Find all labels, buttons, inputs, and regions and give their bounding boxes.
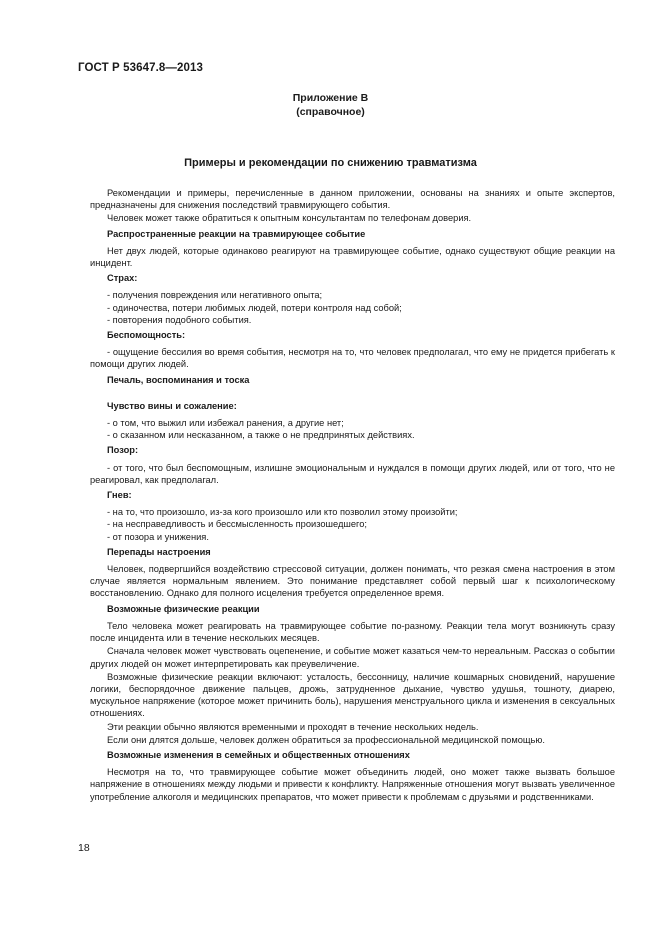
paragraph-helplessness: - ощущение бессилия во время события, несмотря на то, что человек предполагал, что ему не придется прибегать к помощи других людей. xyxy=(90,347,615,370)
heading-physical-reactions: Возможные физические реакции xyxy=(107,603,260,614)
annex-heading xyxy=(0,91,661,119)
page-number: 18 xyxy=(78,842,90,854)
heading-sadness: Печаль, воспоминания и тоска xyxy=(107,374,250,385)
list-item: - от позора и унижения. xyxy=(107,531,209,542)
paragraph-shame: - от того, что был беспомощным, излишне эмоциональным и нуждался в помощи других людей, или от того, что не реагировал, как предполагал. xyxy=(90,462,615,485)
paragraph-physical-1: Тело человека может реагировать на травмирующее событие по-разному. Реакции тела могут возникнуть сразу после инцидента или в течение нескольких месяцев. xyxy=(90,620,615,644)
heading-shame: Позор: xyxy=(107,445,139,456)
heading-common-reactions: Распространенные реакции на травмирующее событие xyxy=(107,228,366,239)
paragraph-physical-2: Сначала человек может чувствовать оцепенение, и событие может казаться чем-то нереальным. Рассказ о событии других людей он может интерпретировать как преувеличение. xyxy=(90,646,615,669)
list-item: - получения повреждения или негативного опыта; xyxy=(107,290,323,301)
heading-fear: Страх: xyxy=(107,273,138,284)
annex-label: Приложение В xyxy=(292,92,369,104)
list-item: - на несправедливость и бессмысленность произошедшего; xyxy=(107,519,367,530)
list-item: - повторения подобного события. xyxy=(107,314,252,325)
annex-title: Примеры и рекомендации по снижению травматизма xyxy=(184,157,477,169)
heading-family-relations: Возможные изменения в семейных и общественных отношениях xyxy=(107,749,410,760)
heading-anger: Гнев: xyxy=(107,490,132,501)
list-item: - о сказанном или несказанном, а также о не предпринятых действиях. xyxy=(107,430,415,441)
paragraph-physical-5: Если они длятся дольше, человек должен обратиться за профессиональной медицинской помощью. xyxy=(107,734,545,745)
paragraph-mood-swings: Человек, подвергшийся воздействию стрессовой ситуации, должен понимать, что резкая смена настроения в этом случае является нормальным явлением. Это понимание представляет собой первый шаг к психологическому восстановлению. Однако для полного исцеления требуется определенное время. xyxy=(90,564,615,599)
standard-designation: ГОСТ Р 53647.8—2013 xyxy=(78,62,203,74)
paragraph-family-relations: Несмотря на то, что травмирующее событие может объединить людей, оно может также вызвать большое напряжение в отношениях между людьми и привести к конфликту. Напряженные отношения могут вызвать увеличенное употребление алкоголя и медицинских препаратов, что может привести к проблемам с друзьями и родственниками. xyxy=(90,767,615,802)
annex-body xyxy=(90,187,615,804)
annex-type: (справочное) xyxy=(296,106,365,118)
paragraph-common-reactions: Нет двух людей, которые одинаково реагируют на травмирующее событие, однако существуют общие реакции на инцидент. xyxy=(90,245,615,269)
list-item: - о том, что выжил или избежал ранения, а другие нет; xyxy=(107,418,344,429)
heading-helplessness: Беспомощность: xyxy=(107,330,186,341)
heading-guilt: Чувство вины и сожаление: xyxy=(107,400,237,411)
paragraph-physical-3: Возможные физические реакции включают: усталость, бессонницу, наличие кошмарных сновидений, нарушение логики, беспорядочное движение пальцев, дрожь, затрудненное дыхание, чувство удушья, тошноту, диарею, мускульное напряжение (которое может причинить боль), нарушения менструального цикла и изменения в сексуальных отношениях. xyxy=(90,671,615,719)
list-item: - одиночества, потери любимых людей, потери контроля над собой; xyxy=(107,302,402,313)
list-item: - на то, что произошло, из-за кого произошло или кто позволил этому произойти; xyxy=(107,507,458,518)
paragraph-physical-4: Эти реакции обычно являются временными и проходят в течение нескольких недель. xyxy=(107,721,479,732)
paragraph-hotline: Человек может также обратиться к опытным консультантам по телефонам доверия. xyxy=(107,213,472,224)
heading-mood-swings: Перепады настроения xyxy=(107,546,211,557)
paragraph-intro: Рекомендации и примеры, перечисленные в данном приложении, основаны на знаниях и опыте экспертов, предназначены для снижения последствий травмирующего события. xyxy=(90,188,615,211)
